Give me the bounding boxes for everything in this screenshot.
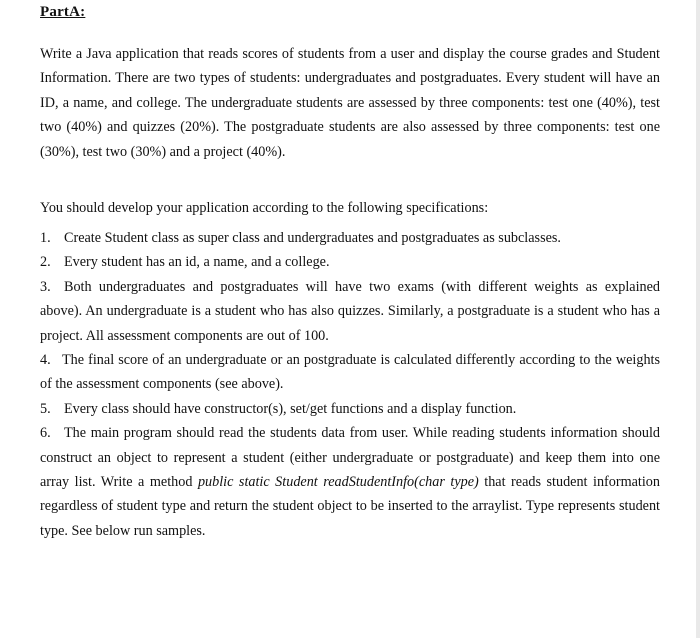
- specifications-list: [40, 226, 660, 543]
- intro-paragraph: [40, 42, 660, 164]
- intro-text: Write a Java application that reads scores of students from a user and display the course grades and Student Information. There are two types of students: undergraduates and postgraduates. Every student will have an ID, a name, and college. The undergraduate students are assessed by three components: test one (40%), test two (40%) and quizzes (20%). The postgraduate students are also assessed by three components: test one (30%), test two (30%) and a project (40%).: [40, 46, 660, 160]
- page-edge: [696, 0, 700, 638]
- list-item: [40, 421, 660, 543]
- list-item: [40, 397, 660, 421]
- item-text: Every class should have constructor(s), set/get functions and a display function.: [64, 400, 517, 417]
- item-number: 5.: [40, 400, 51, 417]
- spec-lead-text: You should develop your application according to the following specifications:: [40, 200, 489, 216]
- list-item: [40, 275, 660, 348]
- item-number: 6.: [40, 425, 51, 442]
- list-item: [40, 348, 660, 397]
- item-text: Both undergraduates and postgraduates will have two exams (with different weights as explained above). An undergraduate is a student who has also quizzes. Similarly, a postgraduate is a student who has a project. All assessment components are out of 100.: [40, 278, 660, 344]
- list-item: [40, 250, 660, 274]
- item-number: 4.: [40, 352, 51, 369]
- item-text: Every student has an id, a name, and a college.: [64, 254, 330, 271]
- list-item: [40, 226, 660, 250]
- method-signature: public static Student readStudentInfo(char type): [197, 474, 479, 491]
- item-text: The final score of an undergraduate or an postgraduate is calculated differently according to the weights of the assessment components (see above).: [40, 352, 660, 393]
- part-heading: PartA:: [40, 4, 86, 20]
- item-number: 3.: [40, 278, 51, 295]
- item-number: 1.: [40, 230, 51, 246]
- item-number: 2.: [40, 254, 51, 271]
- item-text: Create Student class as super class and undergraduates and postgraduates as subclasses.: [64, 230, 561, 246]
- item-text-continued: that reads student information regardless of student type and return the student object to be inserted to the arraylist. Type represents student type. See below run samples.: [40, 474, 660, 539]
- item-text: The main program should read the students data from user. While reading students information should construct an object to represent a student (either undergraduate or postgraduate) and keep them into one array list. Write a method: [40, 425, 660, 491]
- specifications-lead: [40, 196, 660, 220]
